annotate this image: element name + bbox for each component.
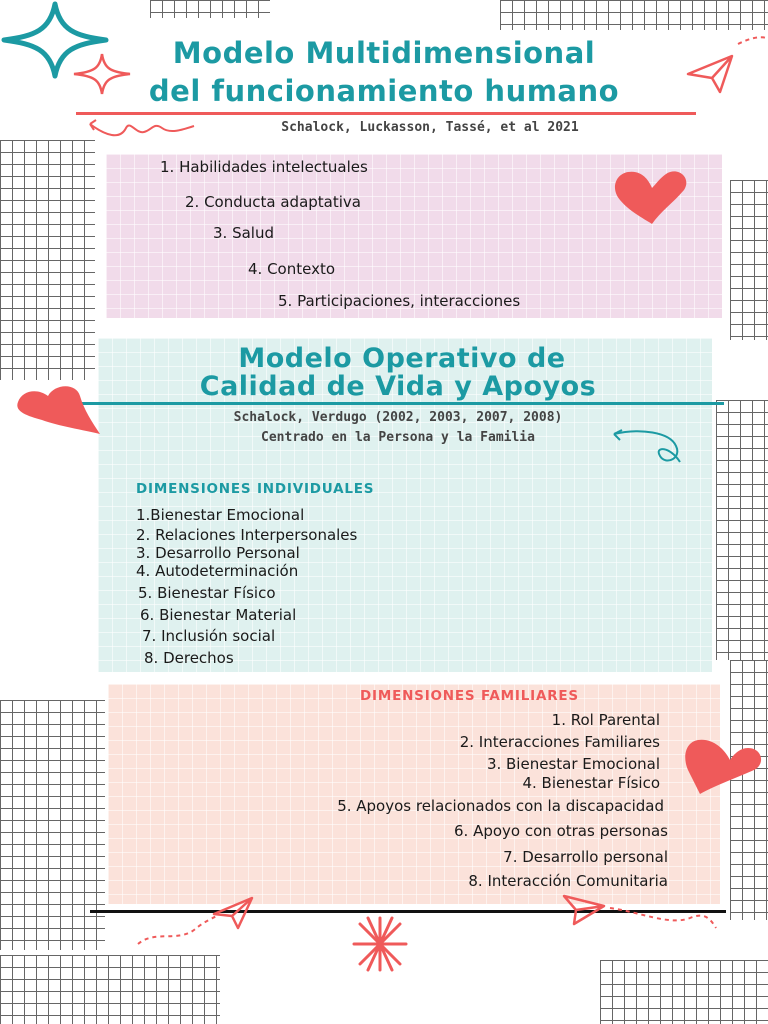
family-dimensions-heading: DIMENSIONES FAMILIARES — [360, 688, 579, 704]
individual-item-7: 7. Inclusión social — [142, 627, 276, 645]
heart-icon-right — [682, 736, 764, 796]
multidimensional-item-2: 2. Conducta adaptativa — [185, 193, 361, 211]
individual-item-3: 3. Desarrollo Personal — [136, 544, 300, 562]
grid-decoration-top-right — [500, 0, 768, 30]
multidimensional-item-1: 1. Habilidades intelectuales — [160, 158, 368, 176]
operativo-title-line2: Calidad de Vida y Apoyos — [199, 371, 597, 402]
paper-plane-icon-bottom-left — [134, 890, 254, 950]
family-item-4: 4. Bienestar Físico — [522, 774, 660, 792]
individual-item-6: 6. Bienestar Material — [140, 606, 297, 624]
individual-item-2: 2. Relaciones Interpersonales — [136, 526, 358, 544]
family-item-3: 3. Bienestar Emocional — [486, 755, 660, 773]
family-item-2: 2. Interacciones Familiares — [459, 733, 660, 751]
operativo-authors: Schalock, Verdugo (2002, 2003, 2007, 2008) — [233, 410, 563, 425]
paper-plane-icon-bottom-right — [560, 888, 720, 948]
grid-decoration-bottom-left — [0, 955, 220, 1024]
grid-decoration-bottom-right — [600, 960, 768, 1024]
family-item-6: 6. Apoyo con otras personas — [454, 822, 668, 840]
individual-item-4: 4. Autodeterminación — [136, 562, 299, 580]
curl-arrow-icon — [610, 426, 690, 476]
individual-item-1: 1.Bienestar Emocional — [136, 506, 305, 524]
grid-decoration-right-upper — [730, 180, 768, 340]
family-item-7: 7. Desarrollo personal — [503, 848, 668, 866]
individual-item-8: 8. Derechos — [144, 649, 234, 667]
grid-decoration-top-left — [150, 0, 270, 18]
operativo-title-line1: Modelo Operativo de — [238, 343, 566, 374]
individual-dimensions-heading: DIMENSIONES INDIVIDUALES — [136, 481, 375, 497]
authors-2021: Schalock, Luckasson, Tassé, et al 2021 — [281, 120, 579, 135]
heart-icon — [608, 166, 690, 226]
family-item-5: 5. Apoyos relacionados con la discapacidad — [337, 797, 664, 815]
operativo-focus: Centrado en la Persona y la Familia — [261, 430, 535, 445]
multidimensional-item-5: 5. Participaciones, interacciones — [278, 292, 521, 310]
operativo-divider — [80, 402, 724, 405]
individual-item-5: 5. Bienestar Físico — [138, 584, 276, 602]
page-title-line2: del funcionamiento humano — [148, 74, 620, 108]
asterisk-icon — [350, 914, 410, 974]
multidimensional-item-3: 3. Salud — [213, 224, 274, 242]
family-item-8: 8. Interacción Comunitaria — [468, 872, 668, 890]
page-title-line1: Modelo Multidimensional — [172, 36, 596, 70]
title-divider — [76, 112, 696, 115]
family-item-1: 1. Rol Parental — [551, 711, 660, 729]
multidimensional-item-4: 4. Contexto — [248, 260, 336, 278]
